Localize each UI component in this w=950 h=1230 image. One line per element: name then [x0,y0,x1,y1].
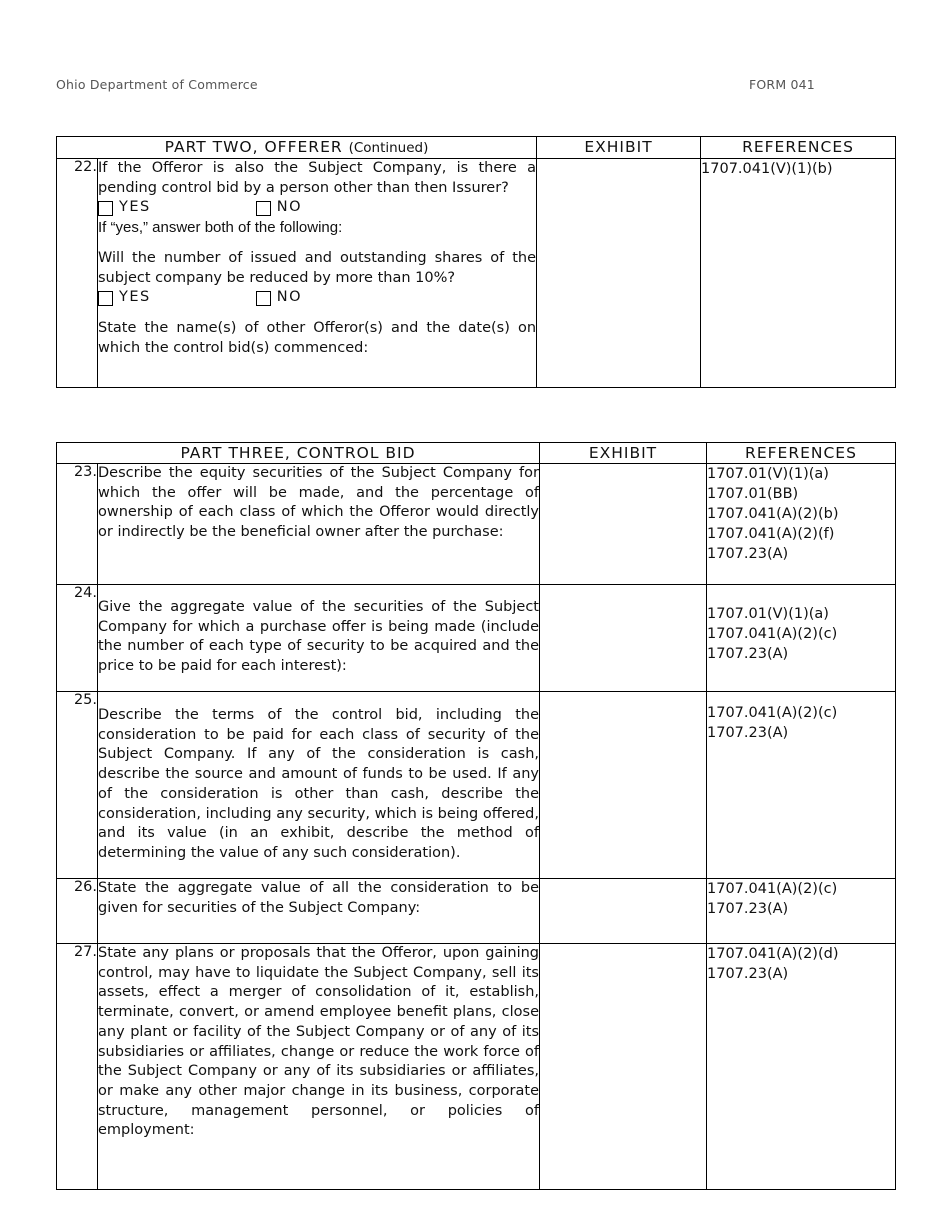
form-id: FORM 041 [749,77,815,92]
yes-label: YES [119,199,151,216]
item-number: 23. [57,464,98,585]
question-text: If the Offeror is also the Subject Company, is there a pending control bid by a person other than then Issurer? [98,160,537,196]
yes-option[interactable] [98,198,151,218]
reference-code: 1707.041(A)(2)(c) [707,881,838,897]
exhibit-cell[interactable] [540,585,707,692]
references-column-header: REFERENCES [701,137,896,159]
yes-checkbox[interactable] [98,201,113,216]
reference-code: 1707.041(A)(2)(f) [707,526,835,542]
question-cell [98,944,540,1190]
question-text: Describe the equity securities of the Subject Company for which the offer will be made, and the percentage of ownership of each class of which the Offeror would directly or indirectly be the beneficial owner after the purchase: [98,465,539,541]
part-two-title [57,137,537,159]
question-text: Describe the terms of the control bid, including the consideration to be paid for each class of security of the Subject Company. If any of the consideration is cash, describe the source and amount of funds to be used. If any of the consideration is other than cash, describe the consideration, including any security, which is being offered, and its value (in an exhibit, describe the method of determining the value of any such consideration). [98,707,539,861]
item-number: 22. [57,159,98,388]
reference-code: 1707.041(A)(2)(c) [707,626,838,642]
references-cell [707,944,896,1190]
yes-label: YES [119,289,151,306]
yes-checkbox[interactable] [98,291,113,306]
question-cell [98,159,537,388]
question-cell [98,692,540,879]
exhibit-cell[interactable] [540,944,707,1190]
reference-code: 1707.041(A)(2)(c) [707,705,838,721]
yes-option[interactable] [98,288,151,308]
reference-code: 1707.01(V)(1)(a) [707,606,829,622]
part-three-header-row [57,443,896,464]
table-row [57,159,896,388]
exhibit-cell[interactable] [537,159,701,388]
question-text: Will the number of issued and outstanding shares of the subject company be reduced by more than 10%? [98,249,537,286]
part-two-title-suffix: (Continued) [348,140,429,156]
question-text: State the name(s) of other Offeror(s) and the date(s) on which the control bid(s) commenced: [98,319,537,356]
no-option[interactable] [256,288,302,308]
references-cell [701,159,896,388]
exhibit-cell[interactable] [540,464,707,585]
yes-no-choice [98,198,536,218]
part-two-header-row [57,137,896,159]
reference-code: 1707.23(A) [707,725,789,741]
reference-code: 1707.23(A) [707,646,789,662]
reference-code: 1707.01(V)(1)(a) [707,466,829,482]
exhibit-column-header: EXHIBIT [540,443,707,464]
exhibit-cell[interactable] [540,692,707,879]
references-cell [707,464,896,585]
table-row [57,944,896,1190]
question-text: State any plans or proposals that the Offeror, upon gaining control, may have to liquidate the Subject Company, sell its assets, effect a merger of consolidation of it, establish, terminate, convert, or amend employee benefit plans, close any plant or facility of the Subject Company or of any of its subsidiaries or affiliates, change or reduce the work force of the Subject Company or any of its subsidiaries or affiliates, or make any other major change in its business, corporate structure, management personnel, or policies of employment: [98,945,539,1139]
references-cell [707,585,896,692]
part-three-title: PART THREE, CONTROL BID [57,443,540,464]
item-number: 27. [57,944,98,1190]
part-three-table [56,442,896,1190]
reference-code: 1707.23(A) [707,901,789,917]
no-option[interactable] [256,198,302,218]
exhibit-column-header: EXHIBIT [537,137,701,159]
agency-name: Ohio Department of Commerce [56,77,258,92]
question-cell [98,464,540,585]
reference-code: 1707.23(A) [707,546,789,562]
item-number: 25. [57,692,98,879]
references-cell [707,692,896,879]
table-row [57,585,896,692]
question-text: Give the aggregate value of the securities of the Subject Company for which a purchase offer is being made (include the number of each type of security to be acquired and the price to be paid for each interest): [98,599,539,675]
exhibit-cell[interactable] [540,879,707,944]
no-checkbox[interactable] [256,291,271,306]
reference-code: 1707.041(A)(2)(d) [707,946,839,962]
table-row [57,879,896,944]
reference-code: 1707.01(BB) [707,486,799,502]
reference-code: 1707.041(V)(1)(b) [701,161,833,177]
item-number: 24. [57,585,98,692]
question-cell [98,879,540,944]
part-two-table [56,136,896,388]
question-text: State the aggregate value of all the consideration to be given for securities of the Subject Company: [98,880,539,916]
no-label: NO [276,199,302,216]
no-checkbox[interactable] [256,201,271,216]
if-yes-note: If “yes,” answer both of the following: [98,219,343,237]
question-cell [98,585,540,692]
references-cell [707,879,896,944]
table-row [57,464,896,585]
reference-code: 1707.041(A)(2)(b) [707,506,839,522]
item-number: 26. [57,879,98,944]
reference-code: 1707.23(A) [707,966,789,982]
part-two-title-text: PART TWO, OFFERER [164,138,343,156]
references-column-header: REFERENCES [707,443,896,464]
yes-no-choice [98,288,536,308]
no-label: NO [276,289,302,306]
table-row [57,692,896,879]
